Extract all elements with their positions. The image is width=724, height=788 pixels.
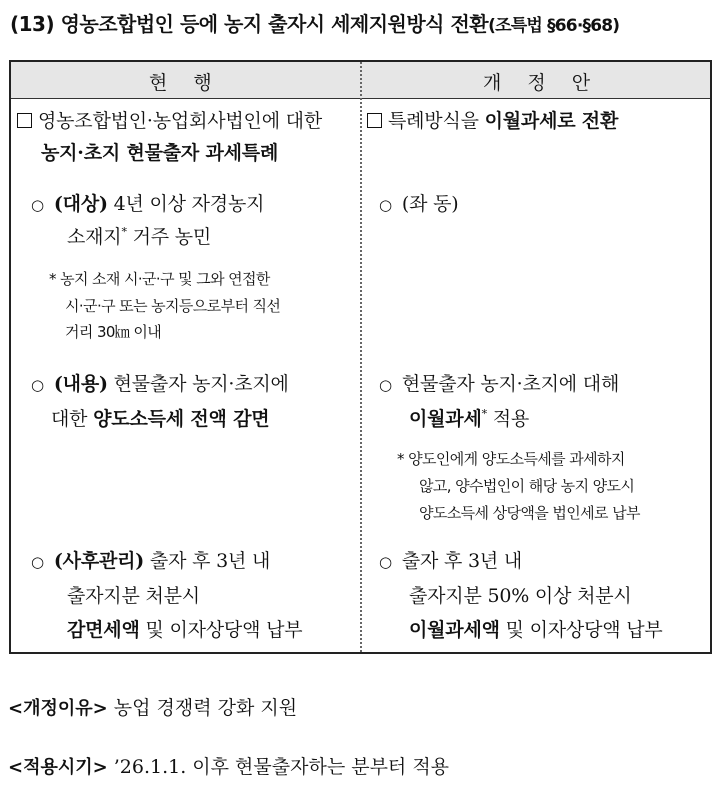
- revised-post-line3: 이월과세액 및 이자상당액 납부: [409, 619, 663, 641]
- current-heading-line2: 농지·초지 현물출자 과세특례: [41, 142, 279, 164]
- revised-target: ○ (좌 동): [379, 193, 459, 215]
- header-current: 현 행: [149, 72, 222, 94]
- revised-note-line3: 양도소득세 상당액을 법인세로 납부: [419, 504, 640, 522]
- circle-bullet-icon: ○: [31, 553, 44, 571]
- current-content-line2: 대한 양도소득세 전액 감면: [51, 408, 270, 430]
- revised-post-line2: 출자지분 50% 이상 처분시: [409, 585, 632, 607]
- current-content-line1: ○ (내용) 현물출자 농지·초지에: [31, 373, 289, 395]
- current-note-line3: 거리 30㎞ 이내: [65, 323, 162, 341]
- current-note-line2: 시·군·구 또는 농지등으로부터 직선: [65, 297, 281, 315]
- circle-bullet-icon: ○: [379, 196, 392, 214]
- revised-content-line1: ○ 현물출자 농지·초지에 대해: [379, 373, 620, 395]
- header-revised: 개 정 안: [483, 72, 601, 94]
- application-date: [8, 752, 449, 779]
- revised-heading: 특례방식을 이월과세로 전환: [367, 106, 618, 133]
- amendment-reason-text: 농업 경쟁력 강화 지원: [107, 697, 298, 719]
- application-date-label: <적용시기>: [8, 757, 108, 778]
- asterisk-icon: *: [397, 450, 404, 468]
- current-heading-line1: 영농조합법인·농업회사법인에 대한: [17, 106, 322, 133]
- circle-bullet-icon: ○: [31, 376, 44, 394]
- revised-note-line2: 않고, 양수법인이 해당 농지 양도시: [419, 477, 635, 495]
- current-post-line2: 출자지분 처분시: [67, 585, 200, 607]
- current-note-line1: * 농지 소재 시·군·구 및 그와 연접한: [49, 270, 270, 288]
- circle-bullet-icon: ○: [379, 553, 392, 571]
- asterisk-icon: *: [49, 270, 56, 288]
- current-post-line1: ○ (사후관리) 출자 후 3년 내: [31, 550, 271, 572]
- checkbox-square-icon: [17, 113, 32, 128]
- section-title: [10, 8, 619, 37]
- current-post-line3: 감면세액 및 이자상당액 납부: [67, 619, 303, 641]
- column-divider: [360, 62, 362, 652]
- revised-content-line2: 이월과세* 적용: [409, 407, 530, 430]
- comparison-table: [9, 60, 712, 654]
- current-target-line2: 소재지* 거주 농민: [67, 225, 212, 248]
- application-date-text: ’26.1.1. 이후 현물출자하는 분부터 적용: [107, 756, 450, 778]
- revised-post-line1: ○ 출자 후 3년 내: [379, 550, 523, 572]
- title-main: (13) 영농조합법인 등에 농지 출자시 세제지원방식 전환: [10, 12, 489, 36]
- checkbox-square-icon: [367, 113, 382, 128]
- current-target-line1: ○ (대상) 4년 이상 자경농지: [31, 193, 265, 215]
- amendment-reason: [8, 693, 297, 720]
- circle-bullet-icon: ○: [379, 376, 392, 394]
- circle-bullet-icon: ○: [31, 196, 44, 214]
- amendment-reason-label: <개정이유>: [8, 698, 108, 719]
- title-law-reference: (조특법 §66·§68): [488, 16, 620, 36]
- revised-note-line1: * 양도인에게 양도소득세를 과세하지: [397, 450, 625, 468]
